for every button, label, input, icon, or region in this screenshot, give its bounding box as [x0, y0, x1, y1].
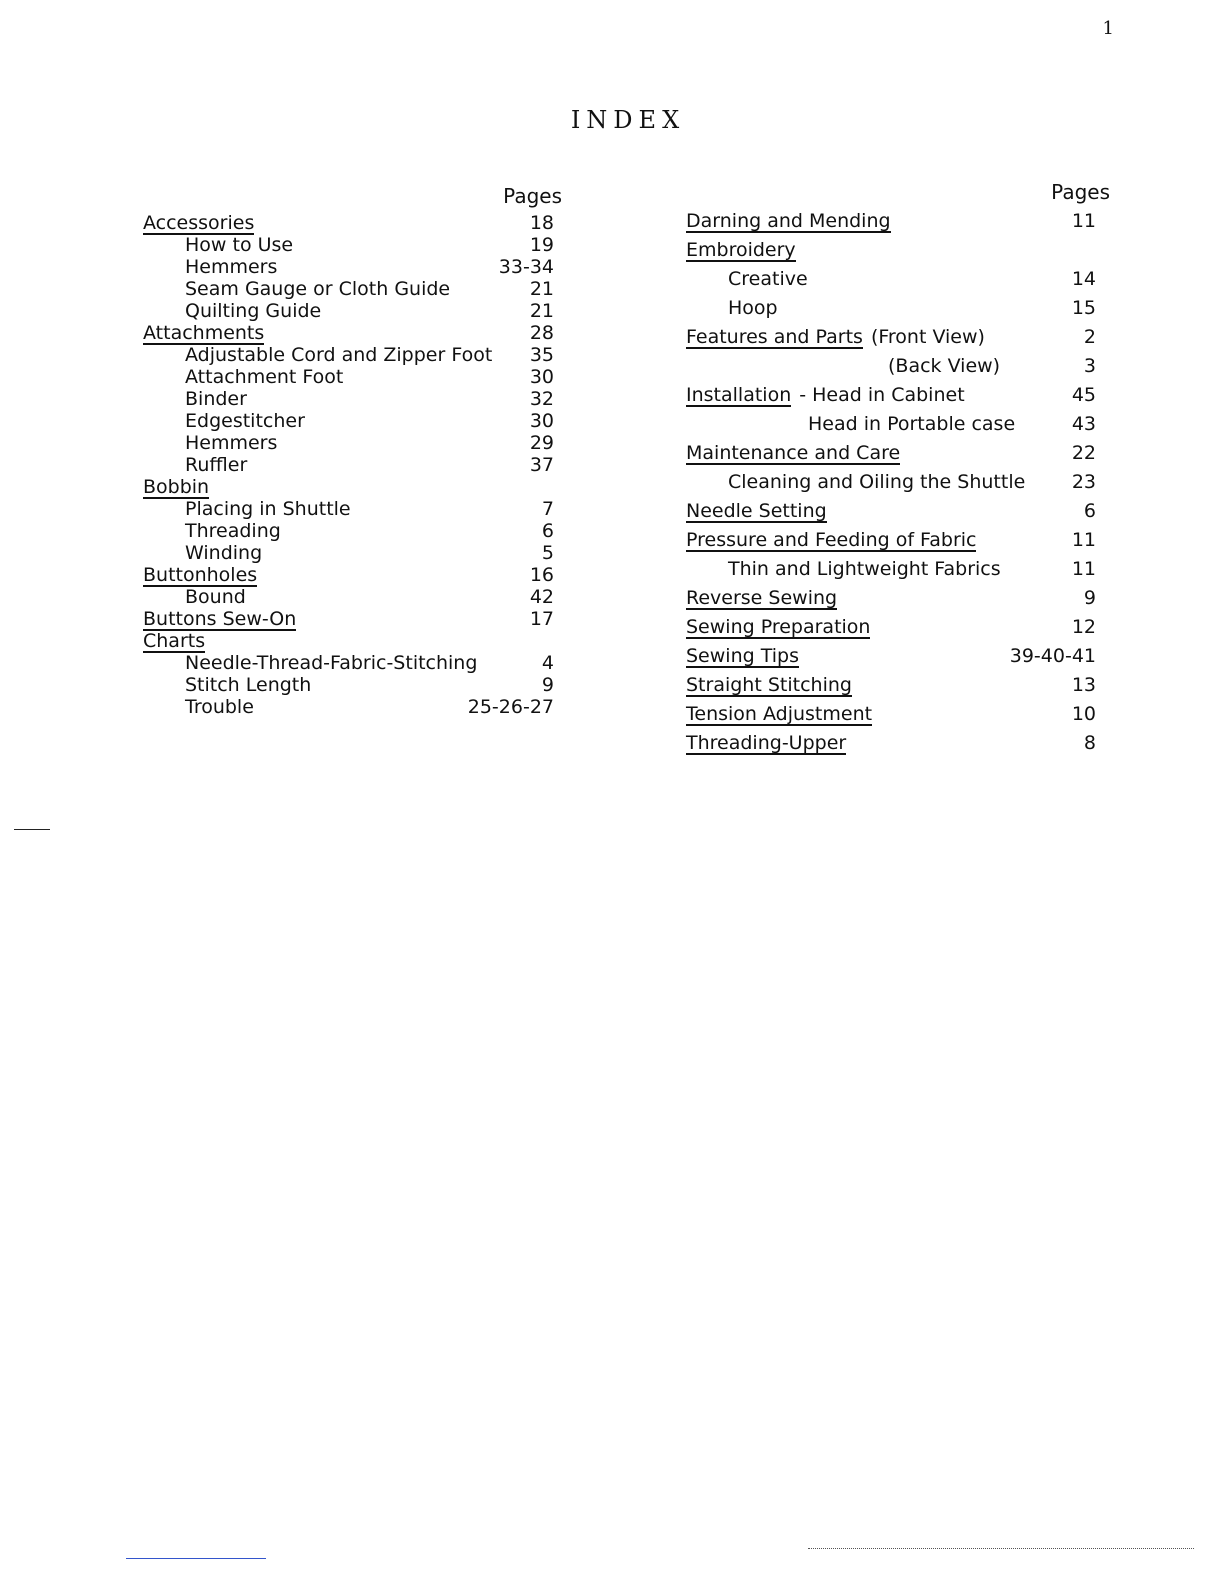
index-entry-page: 11	[1071, 558, 1096, 580]
index-entry-page: 3	[1083, 355, 1096, 377]
index-entry	[686, 527, 1116, 556]
index-column-left	[143, 184, 568, 718]
index-entry-label: Hemmers	[185, 432, 278, 454]
index-entry-label: (Back View)	[888, 355, 1001, 377]
index-entry-label: Straight Stitching	[686, 674, 852, 696]
index-entry	[143, 696, 568, 718]
index-entry-page: 6	[541, 520, 554, 542]
index-entry-label: Ruffler	[185, 454, 248, 476]
index-entry	[143, 410, 568, 432]
index-entry	[143, 564, 568, 586]
index-column-right	[686, 180, 1116, 759]
index-entry-page: 12	[1071, 616, 1096, 638]
index-entry-page: 25-26-27	[467, 696, 554, 718]
index-entry-page: 5	[541, 542, 554, 564]
index-entry-page: 9	[1083, 587, 1096, 609]
index-entry	[143, 212, 568, 234]
index-entry	[686, 730, 1116, 759]
index-entry-label: Accessories	[143, 212, 255, 234]
index-entry-label: Cleaning and Oiling the Shuttle	[728, 471, 1026, 493]
index-entry-page: 17	[529, 608, 554, 630]
index-entry-label: Sewing Preparation	[686, 616, 871, 638]
index-entry-page: 35	[529, 344, 554, 366]
index-entry	[143, 388, 568, 410]
index-entry	[143, 608, 568, 630]
index-entry-page: 23	[1071, 471, 1096, 493]
index-entry-page: 16	[529, 564, 554, 586]
index-entry-page: 30	[529, 410, 554, 432]
index-entry	[143, 344, 568, 366]
index-entry-label: Hoop	[728, 297, 778, 319]
index-entry-page: 10	[1071, 703, 1096, 725]
index-entry-label: Threading	[185, 520, 281, 542]
index-entry-label: Edgestitcher	[185, 410, 305, 432]
index-entry	[686, 266, 1116, 295]
index-entry-page: 42	[529, 586, 554, 608]
index-entry	[686, 672, 1116, 701]
index-entry	[143, 542, 568, 564]
index-entry	[143, 476, 568, 498]
index-entry	[143, 256, 568, 278]
index-entry-page: 37	[529, 454, 554, 476]
index-entry-page: 21	[529, 300, 554, 322]
index-entry-page: 6	[1083, 500, 1096, 522]
index-entry-page: 32	[529, 388, 554, 410]
index-entry-page: 28	[529, 322, 554, 344]
index-entry	[686, 701, 1116, 730]
index-entry	[143, 498, 568, 520]
index-entry-label: Features and Parts	[686, 326, 863, 348]
index-entry-label: Embroidery	[686, 239, 796, 261]
index-entry	[686, 440, 1116, 469]
index-entry-label: Pressure and Feeding of Fabric	[686, 529, 977, 551]
index-entry-page: 9	[541, 674, 554, 696]
index-entry-page: 39-40-41	[1009, 645, 1096, 667]
index-entry	[143, 520, 568, 542]
index-entry-label: Bound	[185, 586, 246, 608]
index-entry	[143, 630, 568, 652]
index-entry-page: 45	[1071, 384, 1096, 406]
pages-column-header: Pages	[1051, 180, 1110, 204]
index-entry-page: 19	[529, 234, 554, 256]
page-title: INDEX	[570, 106, 686, 134]
index-list-left	[143, 212, 568, 718]
index-entry	[143, 366, 568, 388]
index-entry-label: Darning and Mending	[686, 210, 891, 232]
index-entry	[686, 295, 1116, 324]
index-entry	[686, 585, 1116, 614]
index-entry-label: Needle Setting	[686, 500, 827, 522]
index-entry-label: Needle-Thread-Fabric-Stitching	[185, 652, 478, 674]
index-entry-page: 18	[529, 212, 554, 234]
index-entry-label: Buttonholes	[143, 564, 258, 586]
index-entry	[686, 382, 1116, 411]
index-entry	[686, 208, 1116, 237]
index-entry-label: Hemmers	[185, 256, 278, 278]
index-entry-page: 30	[529, 366, 554, 388]
index-entry-label: Adjustable Cord and Zipper Foot	[185, 344, 493, 366]
margin-mark	[14, 829, 50, 830]
index-entry	[686, 324, 1116, 353]
index-entry-page: 11	[1071, 210, 1096, 232]
index-entry-label: Winding	[185, 542, 263, 564]
page-number: 1	[1102, 18, 1114, 39]
index-entry-label: Attachments	[143, 322, 265, 344]
index-entry-label: Tension Adjustment	[686, 703, 873, 725]
index-entry	[143, 278, 568, 300]
index-entry-label: Seam Gauge or Cloth Guide	[185, 278, 451, 300]
index-entry-label: Head in Portable case	[808, 413, 1016, 435]
index-entry	[143, 300, 568, 322]
index-entry-page: 22	[1071, 442, 1096, 464]
index-entry-label: Quilting Guide	[185, 300, 322, 322]
index-entry-label: Installation	[686, 384, 792, 406]
index-entry-page: 8	[1083, 732, 1096, 754]
index-entry	[686, 614, 1116, 643]
index-entry-page: 2	[1083, 326, 1096, 348]
index-entry-label: Bobbin	[143, 476, 210, 498]
index-entry	[143, 586, 568, 608]
index-entry	[686, 353, 1116, 382]
index-entry-page: 14	[1071, 268, 1096, 290]
index-list-right	[686, 208, 1116, 759]
index-entry	[143, 234, 568, 256]
index-entry-label: Attachment Foot	[185, 366, 344, 388]
index-entry-page: 33-34	[498, 256, 554, 278]
index-entry-label: Reverse Sewing	[686, 587, 838, 609]
scan-artifact-line	[126, 1558, 266, 1559]
index-entry	[686, 556, 1116, 585]
index-entry-qualifier: (Front View)	[870, 326, 985, 348]
pages-column-header: Pages	[503, 184, 562, 208]
index-entry	[686, 237, 1116, 266]
scan-artifact-line	[808, 1548, 1194, 1549]
index-entry-page: 13	[1071, 674, 1096, 696]
index-entry-page: 7	[541, 498, 554, 520]
index-entry	[143, 652, 568, 674]
index-entry-label: How to Use	[185, 234, 294, 256]
index-entry-label: Placing in Shuttle	[185, 498, 351, 520]
index-entry	[143, 432, 568, 454]
index-entry-label: Binder	[185, 388, 247, 410]
index-entry-label: Charts	[143, 630, 206, 652]
index-entry	[143, 322, 568, 344]
index-entry-label: Threading-Upper	[686, 732, 847, 754]
index-entry	[143, 674, 568, 696]
index-entry-page: 21	[529, 278, 554, 300]
index-entry-page: 29	[529, 432, 554, 454]
index-entry	[686, 498, 1116, 527]
index-entry-label: Thin and Lightweight Fabrics	[728, 558, 1001, 580]
index-entry-page: 11	[1071, 529, 1096, 551]
index-entry-label: Buttons Sew-On	[143, 608, 297, 630]
index-entry	[686, 643, 1116, 672]
index-entry	[686, 411, 1116, 440]
index-entry	[686, 469, 1116, 498]
index-entry-label: Stitch Length	[185, 674, 312, 696]
index-entry-label: Maintenance and Care	[686, 442, 901, 464]
index-entry-qualifier: - Head in Cabinet	[799, 384, 965, 406]
index-entry-label: Sewing Tips	[686, 645, 799, 667]
index-entry-page: 4	[541, 652, 554, 674]
index-entry-page: 43	[1071, 413, 1096, 435]
index-entry-page: 15	[1071, 297, 1096, 319]
index-entry-label: Creative	[728, 268, 808, 290]
index-entry	[143, 454, 568, 476]
index-entry-label: Trouble	[185, 696, 254, 718]
